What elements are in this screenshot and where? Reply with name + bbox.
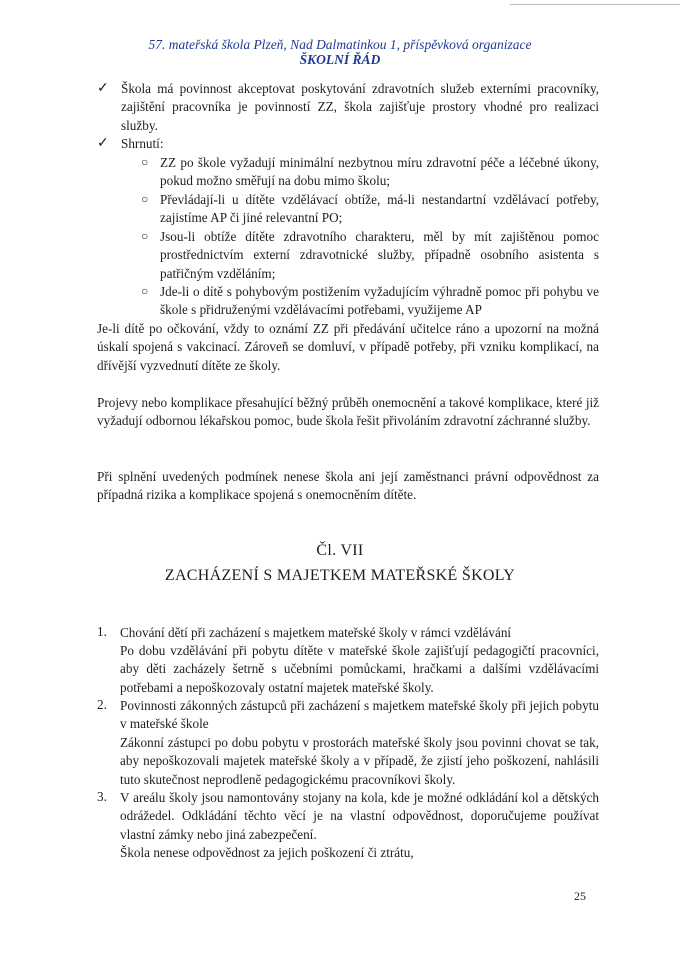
circle-bullet-icon: ○ [141, 155, 149, 169]
item-3-body: Škola nenese odpovědnost za jejich poškození či ztrátu, [120, 845, 414, 860]
summary-item-3: Jsou-li obtíže dítěte zdravotního charakteru, měl by mít zajištěnou pomoc prostřednictvím externí zdravotnické služby, případně osobního asistenta s patřičným vzděláním; [160, 229, 599, 281]
paragraph-complications: Projevy nebo komplikace přesahující běžný průběh onemocnění a takové komplikace, které již vyžadují odbornou lékařskou pomoc, bude škola řešit přivoláním zdravotní záchranné služby. [97, 395, 599, 429]
item-1-body: Po dobu vzdělávání při pobytu dítěte v mateřské škole zajišťují pedagogičtí pracovníci, aby děti zacházely šetrně s učebními pomůckami, hračkami a dalšími vzdělávacími potřebami a nepoškozovaly ostatní majetek mateřské školy. [120, 643, 599, 695]
paragraph-vaccination: Je-li dítě po očkování, vždy to oznámí ZZ při předávání učitelce ráno a upozorní na možná úskalí spojená s vakcinací. Zároveň se domluví, v případě potřeby, při vzniku komplikací, na dřívější vyzvednutí dítěte ze školy. [97, 321, 599, 373]
item-number: 3. [97, 789, 107, 804]
circle-bullet-icon: ○ [141, 284, 149, 298]
summary-item-2: Převládají-li u dítěte vzdělávací obtíže, má-li nestandartní vzdělávací potřeby, zajistíme AP či jiné relevantní PO; [160, 192, 599, 226]
summary-item-1: ZZ po škole vyžadují minimální nezbytnou míru zdravotní péče a léčebné úkony, pokud možno směřují na dobu mimo školu; [160, 155, 599, 189]
circle-bullet-icon: ○ [141, 192, 149, 206]
item-2-body: Zákonní zástupci po dobu pobytu v prostorách mateřské školy jsou povinni chovat se tak, aby nepoškozovali majetek mateřské školy a v případě, že zjistí jeho poškození, nahlásili tuto skutečnost neprodleně pedagogickému pracovníkovi školy. [120, 735, 599, 787]
item-3-heading: V areálu školy jsou namontovány stojany na kola, kde je možné odkládání kol a dětských odrážedel. Odkládání těchto věcí je na vlastní odpovědnost, doporučujeme používat vlastní zámky nebo jiná zabezpečení. [120, 790, 599, 842]
circle-bullet-icon: ○ [141, 229, 149, 243]
chapter-number: Čl. VII [316, 542, 364, 559]
page-number: 25 [574, 889, 586, 903]
check-icon: ✓ [97, 136, 109, 151]
check-icon: ✓ [97, 81, 109, 96]
summary-item-4: Jde-li o dítě s pohybovým postižením vyžadujícím výhradně pomoc při pohybu ve škole s přidruženými vzdělávacími potřebami, využijeme AP [160, 284, 599, 318]
item-number: 1. [97, 624, 107, 639]
item-number: 2. [97, 697, 107, 712]
check-item-1: Škola má povinnost akceptovat poskytování zdravotních služeb externími pracovníky, zajištění pracovníka je povinností ZZ, škola zajišťuje prostory vhodné pro realizaci služby. [121, 81, 599, 133]
check-item-2: Shrnutí: [121, 136, 164, 151]
item-1-heading: Chování dětí při zacházení s majetkem mateřské školy v rámci vzdělávání [120, 625, 512, 640]
paragraph-liability: Při splnění uvedených podmínek nenese škola ani její zaměstnanci právní odpovědnost za případná rizika a komplikace spojená s onemocněním dítěte. [97, 469, 599, 503]
header-organization: 57. mateřská škola Plzeň, Nad Dalmatinkou 1, příspěvková organizace [148, 37, 532, 52]
chapter-title: ZACHÁZENÍ S MAJETKEM MATEŘSKÉ ŠKOLY [164, 567, 516, 584]
item-2-heading: Povinnosti zákonných zástupců při zacházení s majetkem mateřské školy při jejich pobytu v mateřské škole [120, 698, 599, 732]
header-document-title: ŠKOLNÍ ŘÁD [299, 52, 381, 67]
top-rule [510, 4, 680, 5]
